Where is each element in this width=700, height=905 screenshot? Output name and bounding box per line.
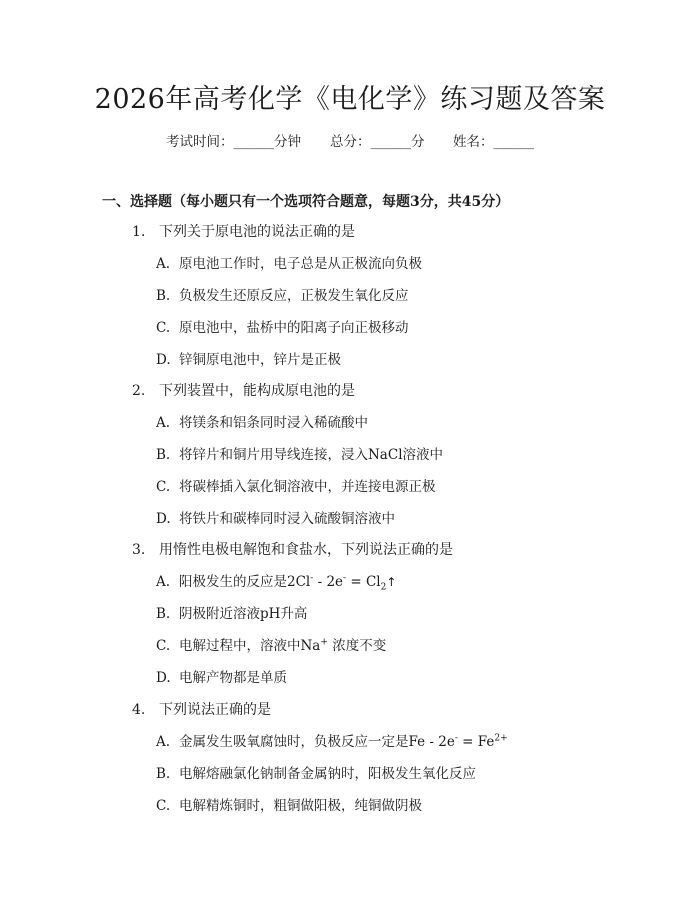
option-letter: D.: [156, 670, 171, 686]
option-text: 负极发生还原反应，正极发生氧化反应: [179, 288, 409, 304]
option-2c: [156, 477, 436, 497]
option-text: 原电池工作时，电子总是从正极流向负极: [179, 256, 422, 272]
option-text: 阳极发生的反应是2Cl: [179, 574, 311, 590]
option-text: 电解产物都是单质: [179, 670, 287, 686]
option-text: 将铁片和碳棒同时浸入硫酸铜溶液中: [179, 511, 395, 527]
option-letter: B.: [156, 288, 171, 304]
question-2: [132, 381, 355, 401]
option-2a: [156, 413, 368, 433]
option-text-post: 浓度不变: [327, 638, 387, 654]
option-letter: C.: [156, 479, 171, 495]
option-text: 电解熔融氯化钠制备金属钠时，阳极发生氧化反应: [179, 766, 476, 782]
option-letter: D.: [156, 511, 171, 527]
option-letter: B.: [156, 766, 171, 782]
superscript: -: [454, 733, 458, 744]
question-number: 2.: [132, 383, 146, 399]
option-1b: [156, 286, 409, 306]
question-stem: 下列装置中，能构成原电池的是: [159, 383, 355, 399]
question-stem: 下列关于原电池的说法正确的是: [159, 224, 355, 240]
section-title: 一、选择题（每小题只有一个选项符合题意，每题3分，共45分）: [102, 194, 510, 210]
option-letter: C.: [156, 638, 171, 654]
option-3a: [156, 572, 396, 592]
question-number: 4.: [132, 702, 146, 718]
option-text: 电解过程中，溶液中Na: [179, 638, 321, 654]
option-2d: [156, 509, 395, 529]
option-letter: D.: [156, 352, 171, 368]
superscript: +: [320, 637, 328, 648]
option-4a: [156, 732, 508, 752]
option-letter: C.: [156, 798, 171, 814]
exam-time: [166, 132, 301, 152]
time-label: 考试时间：: [166, 134, 234, 150]
option-letter: B.: [156, 447, 171, 463]
option-text-mid: - 2e: [313, 574, 344, 590]
option-text: 将镁条和铝条同时浸入稀硫酸中: [179, 415, 368, 431]
option-text: 将锌片和铜片用导线连接，浸入NaCl溶液中: [179, 447, 444, 463]
option-3b: [156, 604, 307, 624]
question-stem: 下列说法正确的是: [159, 702, 271, 718]
option-1c: [156, 318, 409, 338]
option-text: 电解精炼铜时，粗铜做阳极，纯铜做阴极: [179, 798, 422, 814]
score-blank: ______: [370, 134, 411, 150]
subscript: 2: [380, 582, 387, 593]
gas-arrow-icon: ↑: [386, 575, 397, 589]
option-letter: A.: [156, 256, 171, 272]
option-text: 锌铜原电池中，锌片是正极: [179, 352, 341, 368]
question-number: 1.: [132, 224, 146, 240]
option-text-mid2: = Cl: [346, 574, 381, 590]
option-3c: [156, 636, 386, 656]
option-3d: [156, 668, 287, 688]
option-1d: [156, 350, 341, 370]
option-letter: A.: [156, 734, 171, 750]
total-score: [330, 132, 425, 152]
superscript: -: [343, 573, 347, 584]
time-blank: ______: [233, 134, 274, 150]
option-1a: [156, 254, 422, 274]
option-text: 原电池中，盐桥中的阳离子向正极移动: [179, 320, 409, 336]
option-text: 金属发生吸氧腐蚀时，负极反应一定是Fe - 2e: [179, 734, 455, 750]
student-name: [453, 132, 534, 152]
time-unit: 分钟: [274, 134, 301, 150]
question-stem: 用惰性电极电解饱和食盐水，下列说法正确的是: [159, 542, 453, 558]
option-letter: A.: [156, 574, 171, 590]
question-4: [132, 700, 271, 720]
superscript: -: [310, 573, 314, 584]
option-letter: C.: [156, 320, 171, 336]
option-text: 阴极附近溶液pH升高: [179, 606, 308, 622]
question-3: [132, 540, 453, 560]
superscript: 2+: [494, 733, 508, 744]
option-4b: [156, 764, 476, 784]
score-unit: 分: [411, 134, 425, 150]
question-number: 3.: [132, 542, 146, 558]
option-2b: [156, 445, 443, 465]
option-text: 将碳棒插入氯化铜溶液中，并连接电源正极: [179, 479, 436, 495]
option-letter: B.: [156, 606, 171, 622]
name-blank: ______: [493, 134, 534, 150]
option-letter: A.: [156, 415, 171, 431]
option-text-mid: = Fe: [457, 734, 495, 750]
score-label: 总分：: [330, 134, 371, 150]
name-label: 姓名：: [453, 134, 494, 150]
option-4c: [156, 796, 422, 816]
page-title: 2026年高考化学《电化学》练习题及答案: [94, 84, 606, 115]
question-1: [132, 222, 355, 242]
